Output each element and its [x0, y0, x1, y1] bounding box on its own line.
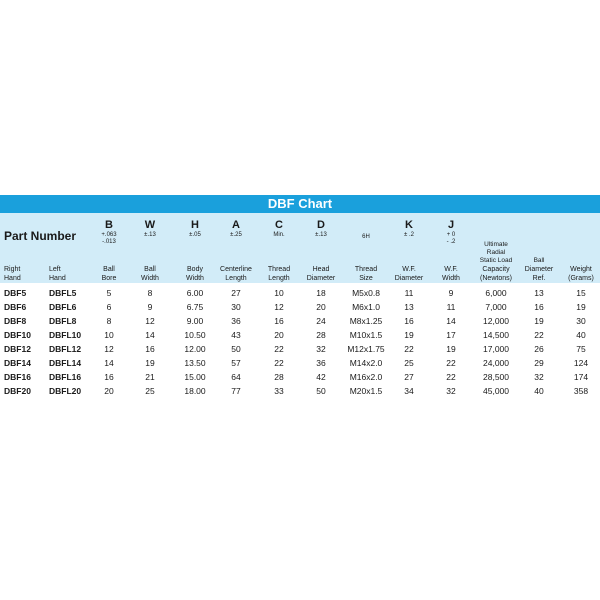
table-row [0, 384, 600, 398]
table-row [0, 314, 600, 328]
table-row [0, 342, 600, 356]
table-cell-d: 18 [316, 288, 326, 298]
dbf-chart [0, 195, 600, 398]
table-cell-right: DBF16 [4, 372, 31, 382]
table-cell-h: 12.00 [184, 344, 206, 354]
table-cell-load: 6,000 [485, 288, 507, 298]
table-cell-a: 77 [231, 386, 241, 396]
table-cell-weight: 30 [576, 316, 586, 326]
table-cell-c: 22 [274, 344, 284, 354]
table-cell-b: 5 [106, 288, 112, 298]
header-letter-d: D [317, 219, 325, 231]
header-letter-b: B [105, 219, 113, 231]
table-cell-h: 13.50 [184, 358, 206, 368]
header-letter-h: H [191, 219, 199, 231]
table-cell-weight: 124 [573, 358, 589, 368]
table-cell-load: 12,000 [483, 316, 509, 326]
table-cell-b: 6 [106, 302, 112, 312]
table-cell-ball: 22 [534, 330, 544, 340]
table-cell-w: 25 [145, 386, 155, 396]
table-cell-w: 8 [147, 288, 153, 298]
table-cell-load: 7,000 [485, 302, 507, 312]
header-letter-j: J [447, 219, 455, 231]
table-cell-j: 17 [446, 330, 456, 340]
header-tolerance-a: ±.25 [230, 232, 242, 238]
table-cell-weight: 174 [573, 372, 589, 382]
header-label-right: Right Hand [4, 266, 21, 282]
header-letter-a: A [232, 219, 240, 231]
header-letter-w: W [144, 219, 156, 231]
table-cell-h: 18.00 [184, 386, 206, 396]
table-cell-d: 42 [316, 372, 326, 382]
table-cell-j: 19 [446, 344, 456, 354]
table-cell-right: DBF6 [4, 302, 27, 312]
header-label-b: Ball Bore [101, 266, 117, 282]
table-cell-d: 50 [316, 386, 326, 396]
header-tolerance-w: ±.13 [144, 232, 156, 238]
table-cell-load: 17,000 [483, 344, 509, 354]
table-cell-ball: 13 [534, 288, 544, 298]
chart-title: DBF Chart [0, 195, 600, 213]
table-cell-thread: M14x2.0 [349, 358, 383, 368]
table-cell-ball: 40 [534, 386, 544, 396]
table-cell-weight: 15 [576, 288, 586, 298]
table-cell-j: 9 [448, 288, 454, 298]
table-cell-right: DBF20 [4, 386, 31, 396]
table-row [0, 286, 600, 300]
header-label-left: Left Hand [49, 266, 66, 282]
table-cell-j: 32 [446, 386, 456, 396]
table-cell-k: 11 [404, 288, 414, 298]
table-cell-w: 19 [145, 358, 155, 368]
table-cell-left: DBFL14 [49, 358, 82, 368]
table-cell-left: DBFL8 [49, 316, 77, 326]
table-cell-h: 9.00 [186, 316, 204, 326]
header-label-load: Capacity (Newtons) [480, 266, 512, 282]
table-cell-right: DBF8 [4, 316, 27, 326]
header-tolerance-thread: 6H [362, 234, 370, 240]
table-cell-ball: 26 [534, 344, 544, 354]
header-tolerance-k: ± .2 [404, 232, 414, 238]
table-cell-a: 36 [231, 316, 241, 326]
table-row [0, 300, 600, 314]
table-cell-a: 50 [231, 344, 241, 354]
table-cell-thread: M10x1.5 [349, 330, 383, 340]
table-cell-c: 10 [274, 288, 284, 298]
header-note-ball: Ball [533, 257, 545, 264]
table-cell-weight: 75 [576, 344, 586, 354]
table-cell-j: 14 [446, 316, 456, 326]
table-cell-d: 36 [316, 358, 326, 368]
header-label-c: Thread Length [267, 266, 291, 282]
table-cell-h: 6.75 [186, 302, 204, 312]
table-cell-w: 14 [145, 330, 155, 340]
table-cell-k: 19 [404, 330, 414, 340]
table-cell-b: 12 [104, 344, 114, 354]
table-cell-k: 13 [404, 302, 414, 312]
header-tolerance-c: Min. [273, 232, 285, 238]
table-cell-thread: M6x1.0 [352, 302, 380, 312]
table-cell-load: 24,000 [483, 358, 509, 368]
table-cell-load: 28,500 [483, 372, 509, 382]
table-cell-left: DBFL20 [49, 386, 82, 396]
header-letter-c: C [275, 219, 283, 231]
table-cell-c: 12 [274, 302, 284, 312]
table-cell-w: 21 [145, 372, 155, 382]
table-cell-h: 10.50 [184, 330, 206, 340]
header-tolerance-d: ±.13 [315, 232, 327, 238]
table-cell-d: 28 [316, 330, 326, 340]
table-cell-d: 20 [316, 302, 326, 312]
table-cell-k: 25 [404, 358, 414, 368]
table-cell-right: DBF10 [4, 330, 31, 340]
table-cell-h: 6.00 [186, 288, 204, 298]
table-cell-thread: M12x1.75 [347, 344, 385, 354]
table-cell-right: DBF5 [4, 288, 27, 298]
table-cell-load: 45,000 [483, 386, 509, 396]
table-cell-left: DBFL10 [49, 330, 82, 340]
table-cell-b: 14 [104, 358, 114, 368]
table-cell-b: 8 [106, 316, 112, 326]
header-band [0, 213, 600, 283]
header-label-w: Ball Width [141, 266, 159, 282]
table-cell-w: 12 [145, 316, 155, 326]
table-cell-ball: 19 [534, 316, 544, 326]
table-row [0, 328, 600, 342]
header-tolerance-h: ±.05 [189, 232, 201, 238]
header-label-thread: Thread Size [354, 266, 378, 282]
header-label-k: W.F. Diameter [394, 266, 424, 282]
table-cell-left: DBFL16 [49, 372, 82, 382]
table-cell-a: 30 [231, 302, 241, 312]
table-cell-thread: M20x1.5 [349, 386, 383, 396]
table-cell-weight: 358 [573, 386, 589, 396]
table-cell-a: 43 [231, 330, 241, 340]
table-row [0, 356, 600, 370]
table-cell-c: 33 [274, 386, 284, 396]
table-cell-h: 15.00 [184, 372, 206, 382]
table-cell-left: DBFL12 [49, 344, 82, 354]
table-cell-right: DBF12 [4, 344, 31, 354]
table-cell-c: 22 [274, 358, 284, 368]
table-cell-k: 34 [404, 386, 414, 396]
header-note-load: Ultimate Radial Static Load [479, 241, 513, 264]
table-cell-k: 27 [404, 372, 414, 382]
table-cell-j: 22 [446, 372, 456, 382]
table-cell-left: DBFL6 [49, 302, 77, 312]
table-cell-c: 16 [274, 316, 284, 326]
table-cell-d: 24 [316, 316, 326, 326]
table-cell-ball: 32 [534, 372, 544, 382]
table-cell-k: 22 [404, 344, 414, 354]
part-number-label: Part Number [4, 229, 77, 243]
table-cell-j: 22 [446, 358, 456, 368]
table-cell-right: DBF14 [4, 358, 31, 368]
header-tolerance-b: +.063 -.013 [101, 232, 117, 245]
table-cell-thread: M8x1.25 [349, 316, 383, 326]
table-cell-w: 16 [145, 344, 155, 354]
table-cell-a: 64 [231, 372, 241, 382]
table-cell-a: 27 [231, 288, 241, 298]
table-body [0, 286, 600, 398]
table-cell-b: 10 [104, 330, 114, 340]
table-cell-b: 16 [104, 372, 114, 382]
table-cell-c: 20 [274, 330, 284, 340]
table-cell-b: 20 [104, 386, 114, 396]
table-cell-ball: 16 [534, 302, 544, 312]
table-cell-load: 14,500 [483, 330, 509, 340]
table-cell-k: 16 [404, 316, 414, 326]
table-cell-a: 57 [231, 358, 241, 368]
header-label-a: Centerline Length [220, 266, 252, 282]
table-cell-j: 11 [446, 302, 456, 312]
header-label-d: Head Diameter [306, 266, 336, 282]
header-label-weight: Weight (Grams) [568, 266, 594, 282]
table-cell-thread: M5x0.8 [352, 288, 380, 298]
table-cell-ball: 29 [534, 358, 544, 368]
table-cell-left: DBFL5 [49, 288, 77, 298]
header-label-j: W.F. Width [442, 266, 460, 282]
header-tolerance-j: + 0 - .2 [446, 232, 456, 245]
table-cell-w: 9 [147, 302, 153, 312]
table-cell-weight: 40 [576, 330, 586, 340]
table-cell-c: 28 [274, 372, 284, 382]
header-letter-k: K [405, 219, 413, 231]
table-cell-d: 32 [316, 344, 326, 354]
table-row [0, 370, 600, 384]
header-label-ball: Diameter Ref. [524, 266, 554, 282]
table-cell-weight: 19 [576, 302, 586, 312]
table-cell-thread: M16x2.0 [349, 372, 383, 382]
header-label-h: Body Width [186, 266, 204, 282]
